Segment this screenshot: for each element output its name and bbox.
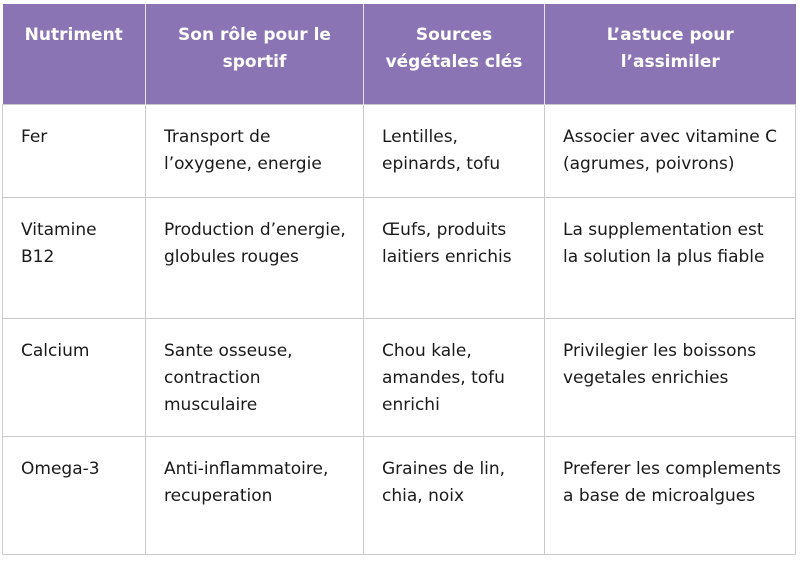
cell-astuce: Associer avec vitamine C (agrumes, poivrons) <box>545 104 796 197</box>
table-body <box>3 104 796 554</box>
cell-nutriment: Fer <box>3 104 146 197</box>
cell-sources: Lentilles, epinards, tofu <box>364 104 545 197</box>
cell-sources: Œufs, produits laitiers enrichis <box>364 197 545 318</box>
cell-role: Transport de l’oxygene, energie <box>146 104 364 197</box>
nutrient-table <box>2 4 796 555</box>
cell-role: Sante osseuse, contraction musculaire <box>146 318 364 436</box>
cell-nutriment: Calcium <box>3 318 146 436</box>
cell-role: Anti-inflammatoire, recuperation <box>146 436 364 554</box>
table-row <box>3 318 796 436</box>
table-row <box>3 104 796 197</box>
table-row <box>3 436 796 554</box>
cell-astuce: Privilegier les boissons vegetales enrichies <box>545 318 796 436</box>
header-nutriment: Nutriment <box>3 4 146 104</box>
table-row <box>3 197 796 318</box>
header-astuce: L’astuce pour l’assimiler <box>545 4 796 104</box>
cell-astuce: Preferer les complements a base de microalgues <box>545 436 796 554</box>
header-role: Son rôle pour le sportif <box>146 4 364 104</box>
header-sources: Sources végétales clés <box>364 4 545 104</box>
cell-nutriment: Vitamine B12 <box>3 197 146 318</box>
cell-astuce: La supplementation est la solution la plus fiable <box>545 197 796 318</box>
cell-sources: Graines de lin, chia, noix <box>364 436 545 554</box>
cell-sources: Chou kale, amandes, tofu enrichi <box>364 318 545 436</box>
table-header <box>3 4 796 104</box>
header-row <box>3 4 796 104</box>
cell-nutriment: Omega-3 <box>3 436 146 554</box>
cell-role: Production d’energie, globules rouges <box>146 197 364 318</box>
